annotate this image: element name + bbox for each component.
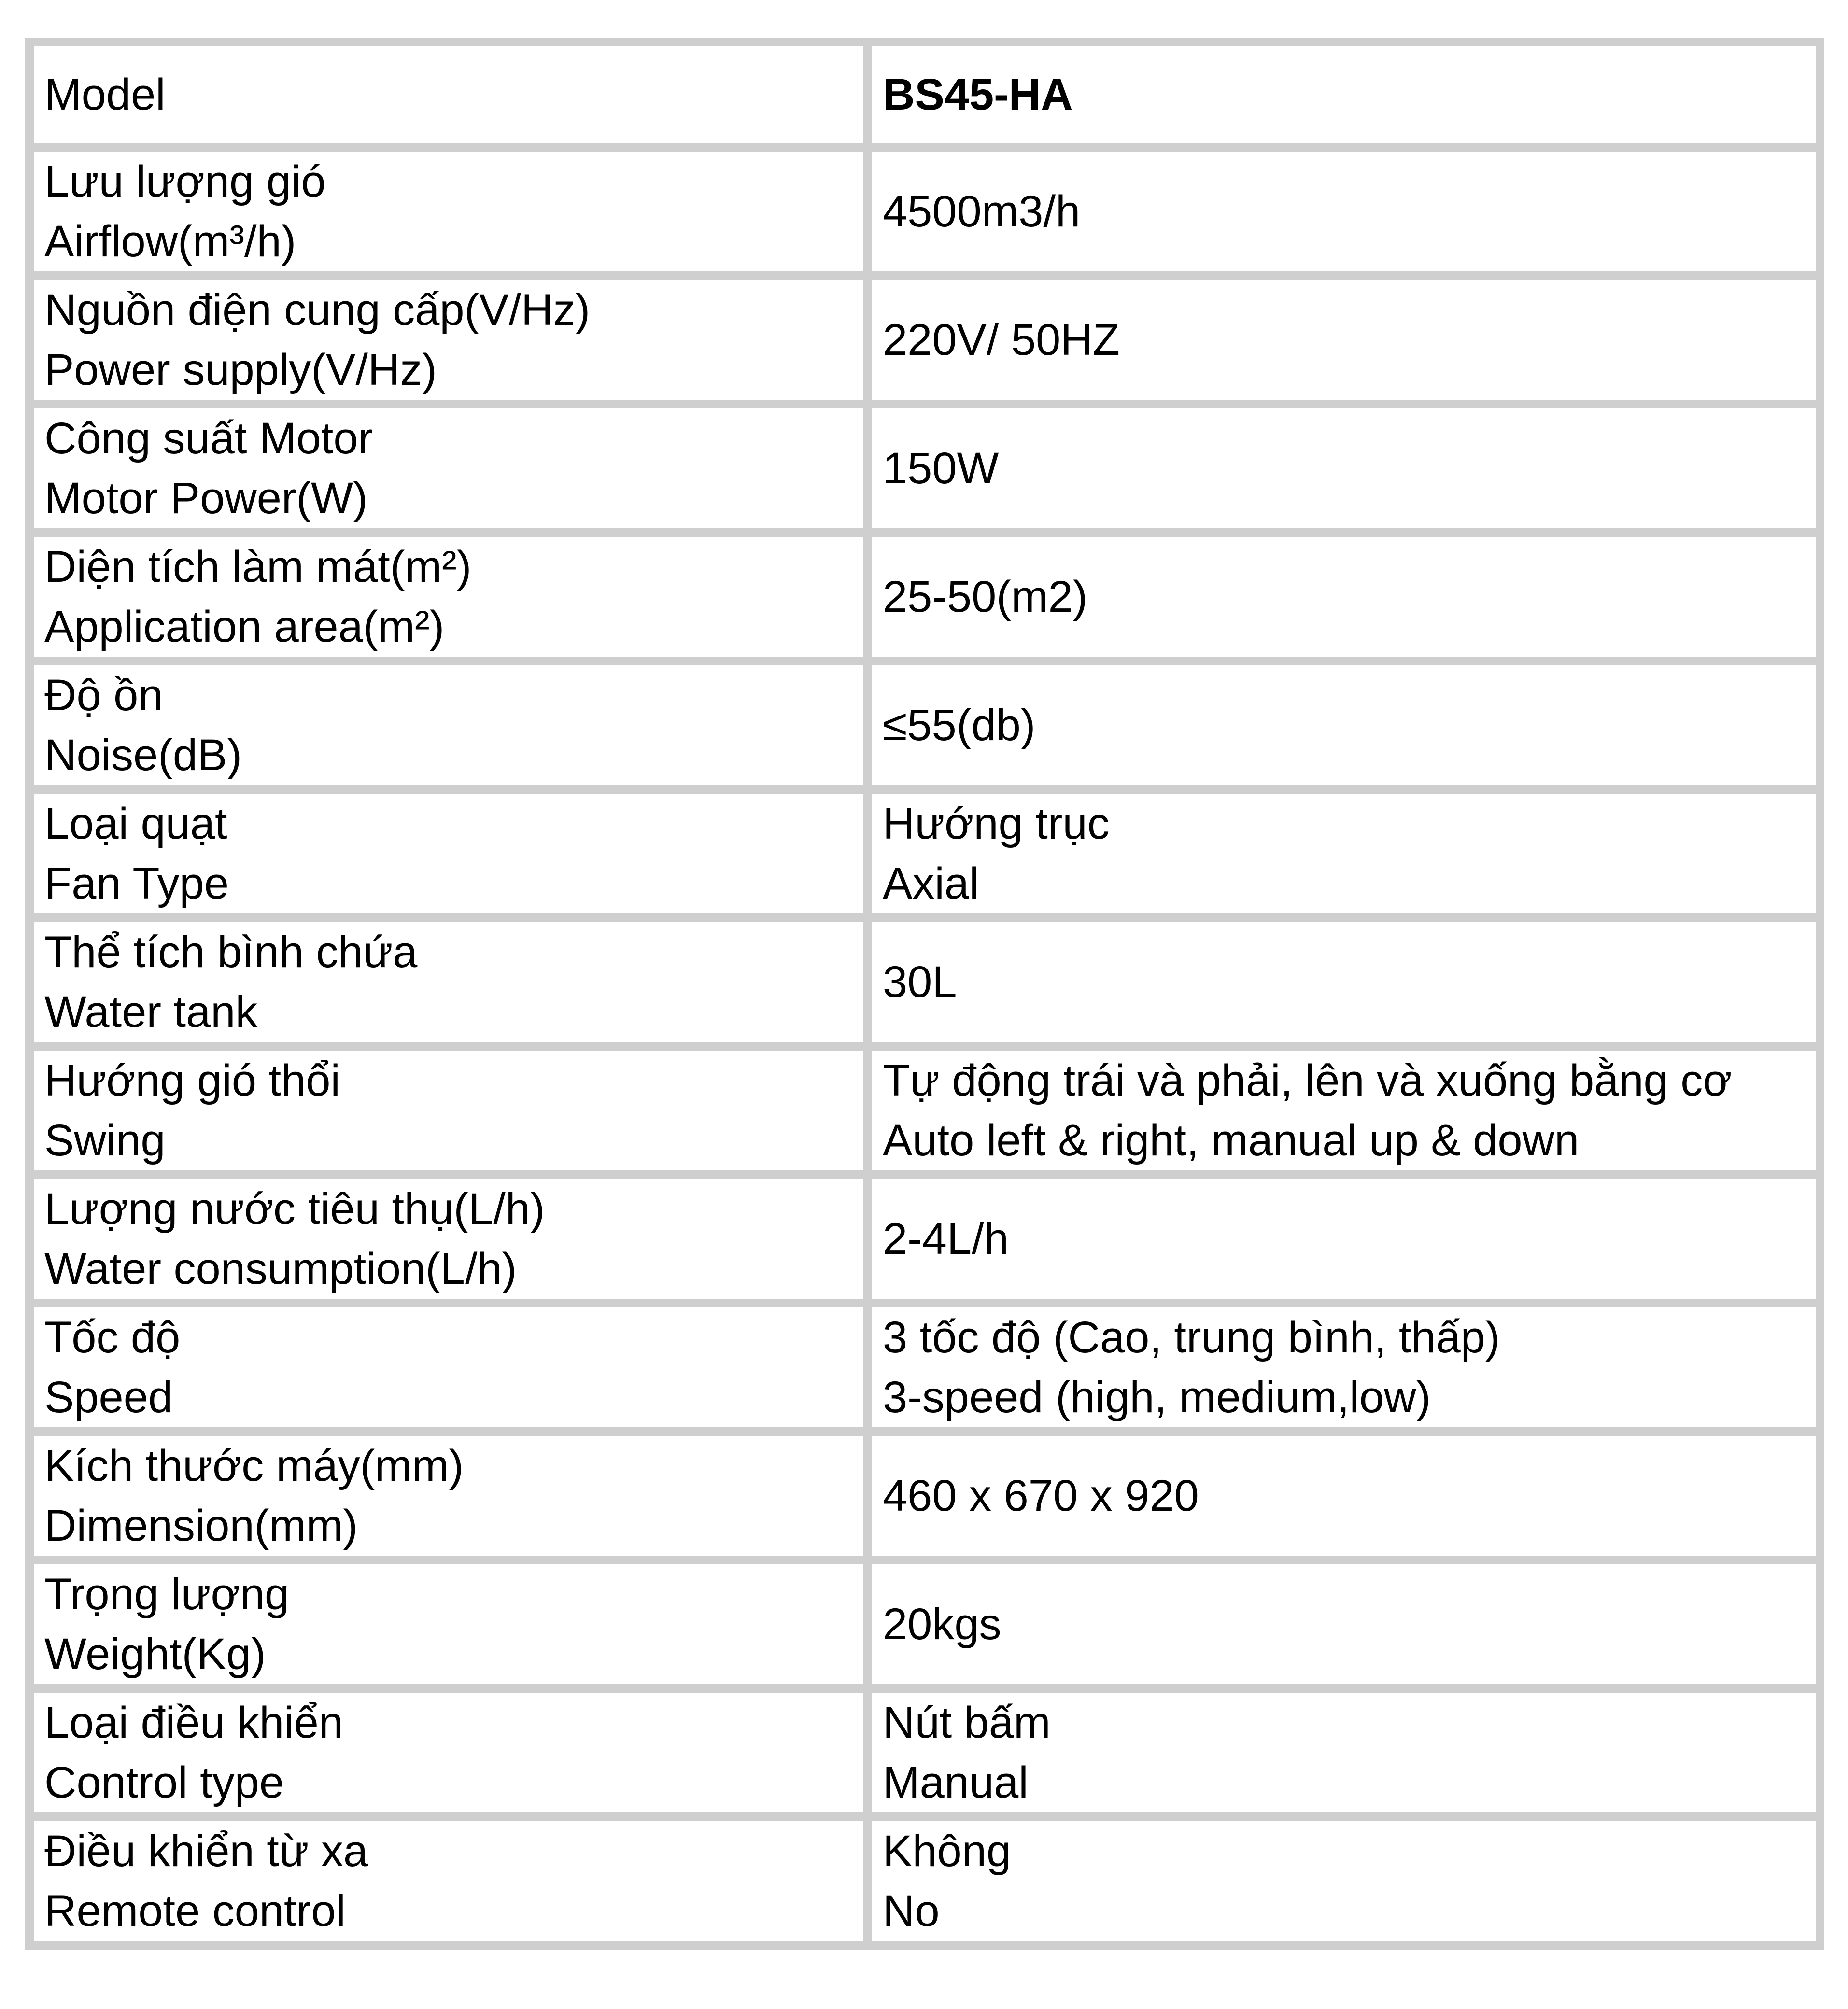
spec-label-vi: Công suất Motor <box>44 414 373 463</box>
model-label: Model <box>44 70 166 119</box>
spec-value-1: ≤55(db) <box>883 701 1036 750</box>
spec-value-1: 220V/ 50HZ <box>883 315 1120 365</box>
spec-label-en: Dimension(mm) <box>44 1501 358 1550</box>
spec-value-1: 2-4L/h <box>883 1214 1009 1264</box>
spec-value-cell <box>868 789 1820 918</box>
model-value-cell <box>868 42 1820 147</box>
spec-value-cell <box>868 147 1820 276</box>
spec-value-cell <box>868 276 1820 404</box>
spec-label-cell <box>29 276 868 404</box>
spec-label-en: Water tank <box>44 987 258 1037</box>
spec-label-vi: Lưu lượng gió <box>44 157 326 206</box>
table-row <box>29 1560 1820 1688</box>
spec-label-vi: Nguồn điện cung cấp(V/Hz) <box>44 285 591 335</box>
spec-value-1: 3 tốc độ (Cao, trung bình, thấp) <box>883 1313 1500 1362</box>
spec-label-en: Weight(Kg) <box>44 1630 266 1679</box>
table-row <box>29 789 1820 918</box>
spec-value-1: 25-50(m2) <box>883 572 1088 621</box>
spec-label-cell <box>29 661 868 789</box>
spec-label-cell <box>29 1560 868 1688</box>
spec-value-1: 20kgs <box>883 1600 1002 1649</box>
spec-label-cell <box>29 1046 868 1175</box>
spec-label-vi: Điều khiển từ xa <box>44 1826 368 1876</box>
spec-value-cell <box>868 661 1820 789</box>
table-row <box>29 1688 1820 1817</box>
spec-label-cell <box>29 1175 868 1303</box>
spec-value-1: Tự động trái và phải, lên và xuống bằng cơ <box>883 1056 1732 1105</box>
spec-value-1: 4500m3/h <box>883 187 1081 236</box>
model-value: BS45-HA <box>883 70 1073 119</box>
spec-label-en: Application area(m²) <box>44 602 445 651</box>
spec-value-cell <box>868 1560 1820 1688</box>
spec-value-2: Axial <box>883 859 979 908</box>
table-row <box>29 147 1820 276</box>
spec-label-vi: Loại điều khiển <box>44 1698 343 1747</box>
spec-value-cell <box>868 1175 1820 1303</box>
table-row <box>29 1046 1820 1175</box>
spec-label-en: Noise(dB) <box>44 731 242 780</box>
spec-label-cell <box>29 918 868 1046</box>
spec-label-vi: Lượng nước tiêu thụ(L/h) <box>44 1184 545 1234</box>
spec-value-cell <box>868 533 1820 661</box>
spec-value-1: Nút bấm <box>883 1698 1051 1747</box>
spec-label-cell <box>29 533 868 661</box>
spec-label-cell <box>29 1432 868 1560</box>
spec-value-2: Manual <box>883 1758 1029 1807</box>
spec-value-cell <box>868 1688 1820 1817</box>
spec-value-1: 150W <box>883 444 999 493</box>
spec-label-vi: Kích thước máy(mm) <box>44 1441 464 1490</box>
spec-label-en: Power supply(V/Hz) <box>44 345 437 394</box>
spec-label-en: Speed <box>44 1373 173 1422</box>
spec-label-cell <box>29 1688 868 1817</box>
spec-value-1: 460 x 670 x 920 <box>883 1471 1199 1520</box>
spec-label-vi: Thể tích bình chứa <box>44 927 418 977</box>
spec-label-en: Airflow(m³/h) <box>44 217 296 266</box>
table-row <box>29 661 1820 789</box>
spec-value-1: Không <box>883 1826 1012 1876</box>
table-row <box>29 1303 1820 1432</box>
spec-value-cell <box>868 1303 1820 1432</box>
spec-label-vi: Loại quạt <box>44 799 227 848</box>
spec-label-cell <box>29 404 868 533</box>
spec-label-vi: Diện tích làm mát(m²) <box>44 542 472 591</box>
table-row <box>29 918 1820 1046</box>
table-row <box>29 276 1820 404</box>
model-label-cell <box>29 42 868 147</box>
spec-label-vi: Hướng gió thổi <box>44 1056 340 1105</box>
spec-label-cell <box>29 1817 868 1945</box>
spec-label-en: Remote control <box>44 1886 346 1936</box>
spec-value-cell <box>868 1817 1820 1945</box>
table-row <box>29 1817 1820 1945</box>
spec-label-cell <box>29 789 868 918</box>
table-row <box>29 1175 1820 1303</box>
spec-label-vi: Trọng lượng <box>44 1570 290 1619</box>
table-row <box>29 404 1820 533</box>
spec-label-vi: Tốc độ <box>44 1313 181 1362</box>
spec-label-en: Motor Power(W) <box>44 474 368 523</box>
spec-label-cell <box>29 147 868 276</box>
spec-label-en: Water consumption(L/h) <box>44 1244 517 1293</box>
spec-value-1: Hướng trục <box>883 799 1110 848</box>
spec-value-2: No <box>883 1886 940 1936</box>
spec-table <box>25 38 1824 1950</box>
spec-label-vi: Độ ồn <box>44 671 163 720</box>
spec-value-cell <box>868 404 1820 533</box>
spec-value-2: Auto left & right, manual up & down <box>883 1116 1580 1165</box>
spec-value-1: 30L <box>883 957 957 1007</box>
table-row <box>29 533 1820 661</box>
spec-value-cell <box>868 1432 1820 1560</box>
spec-value-cell <box>868 1046 1820 1175</box>
spec-value-cell <box>868 918 1820 1046</box>
spec-label-en: Swing <box>44 1116 166 1165</box>
spec-label-en: Fan Type <box>44 859 229 908</box>
table-row-model <box>29 42 1820 147</box>
table-row <box>29 1432 1820 1560</box>
spec-label-en: Control type <box>44 1758 284 1807</box>
spec-label-cell <box>29 1303 868 1432</box>
spec-value-2: 3-speed (high, medium,low) <box>883 1373 1431 1422</box>
